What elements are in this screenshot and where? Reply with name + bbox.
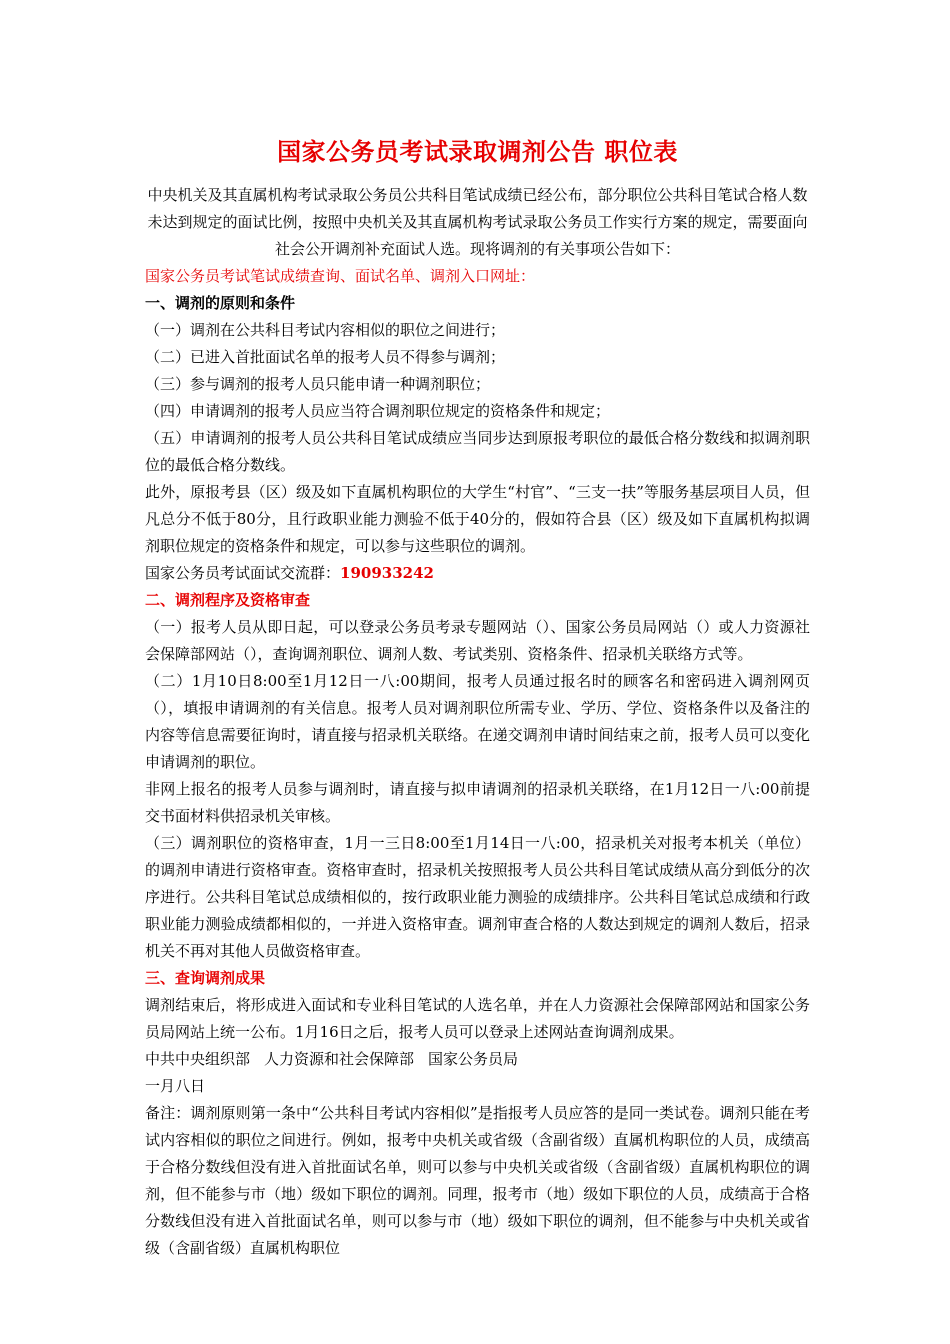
intro-paragraph: 中央机关及其直属机构考试录取公务员公共科目笔试成绩已经公布，部分职位公共科目笔试合格人数未达到规定的面试比例，按照中央机关及其直属机构考试录取公务员工作实行方案的规定，需要面向社会公开调剂补充面试人选。现将调剂的有关事项公告如下： xyxy=(147,186,808,258)
section2-item: （一）报考人员从即日起，可以登录公务员考录专题网站（）、国家公务员局网站（）或人力资源社会保障部网站（），查询调剂职位、调剂人数、考试类别、资格条件、招录机关联络方式等。 xyxy=(145,618,810,663)
qq-line xyxy=(145,560,810,587)
signature-orgs xyxy=(145,1046,810,1073)
section1-heading: 一、调剂的原则和条件 xyxy=(145,294,296,312)
section1-item: （一）调剂在公共科目考试内容相似的职位之间进行； xyxy=(145,321,506,339)
section3-item: 调剂结束后，将形成进入面试和专业科目笔试的人选名单，并在人力资源社会保障部网站和国家公务员局网站上统一公布。1月16日之后，报考人员可以登录上述网站查询调剂成果。 xyxy=(145,996,810,1041)
signature-org: 国家公务员局 xyxy=(428,1050,519,1068)
page-title: 国家公务员考试录取调剂公告 职位表 xyxy=(277,137,678,166)
section2-item: （三）调剂职位的资格审查，1月一三日8:00至1月14日一八:00，招录机关对报考本机关（单位）的调剂申请进行资格审查。资格审查时，招录机关按照报考人员公共科目笔试成绩从高分到低分的次序进行。公共科目笔试总成绩相似的，按行政职业能力测验的成绩排序。公共科目笔试总成绩和行政职业能力测验成绩都相似的，一并进入资格审查。调剂审查合格的人数达到规定的调剂人数后，招录机关不再对其他人员做资格审查。 xyxy=(145,834,810,960)
section1-item: 此外，原报考县（区）级及如下直属机构职位的大学生“村官”、“三支一扶”等服务基层项目人员，但凡总分不低于80分，且行政职业能力测验不低于40分的，假如符合县（区）级及如下直属机构拟调剂职位规定的资格条件和规定，可以参与这些职位的调剂。 xyxy=(145,483,810,555)
qq-label: 国家公务员考试面试交流群： xyxy=(145,564,341,582)
note-paragraph: 备注：调剂原则第一条中“公共科目考试内容相似”是指报考人员应答的是同一类试卷。调剂只能在考试内容相似的职位之间进行。例如，报考中央机关或省级（含副省级）直属机构职位的人员，成绩高于合格分数线但没有进入首批面试名单，则可以参与中央机关或省级（含副省级）直属机构职位的调剂，但不能参与市（地）级如下职位的调剂。同理，报考市（地）级如下职位的人员，成绩高于合格分数线但没有进入首批面试名单，则可以参与市（地）级如下职位的调剂，但不能参与中央机关或省级（含副省级）直属机构职位 xyxy=(145,1104,810,1257)
section1-item: （五）申请调剂的报考人员公共科目笔试成绩应当同步达到原报考职位的最低合格分数线和拟调剂职位的最低合格分数线。 xyxy=(145,429,810,474)
signature-org: 中共中央组织部 xyxy=(145,1050,251,1068)
section2-item: （二）1月10日8:00至1月12日一八:00期间，报考人员通过报名时的顾客名和密码进入调剂网页（），填报申请调剂的有关信息。报考人员对调剂职位所需专业、学历、学位、资格条件以及备注的内容等信息需要征询时，请直接与招录机关联络。在递交调剂申请时间结束之前，报考人员可以变化申请调剂的职位。 xyxy=(145,672,810,771)
qq-number: 190933242 xyxy=(340,564,434,582)
section2-item: 非网上报名的报考人员参与调剂时，请直接与拟申请调剂的招录机关联络，在1月12日一八:00前提交书面材料供招录机关审核。 xyxy=(145,780,810,825)
section2-heading: 二、调剂程序及资格审查 xyxy=(145,591,311,609)
section1-item: （三）参与调剂的报考人员只能申请一种调剂职位； xyxy=(145,375,491,393)
signature-org: 人力资源和社会保障部 xyxy=(264,1050,415,1068)
link-line[interactable]: 国家公务员考试笔试成绩查询、面试名单、调剂入口网址： xyxy=(145,267,536,285)
section3-heading: 三、查询调剂成果 xyxy=(145,969,266,987)
signature-date: 一月八日 xyxy=(145,1077,206,1095)
section1-item: （四）申请调剂的报考人员应当符合调剂职位规定的资格条件和规定； xyxy=(145,402,611,420)
section1-item: （二）已进入首批面试名单的报考人员不得参与调剂； xyxy=(145,348,506,366)
document-page xyxy=(145,132,810,1262)
